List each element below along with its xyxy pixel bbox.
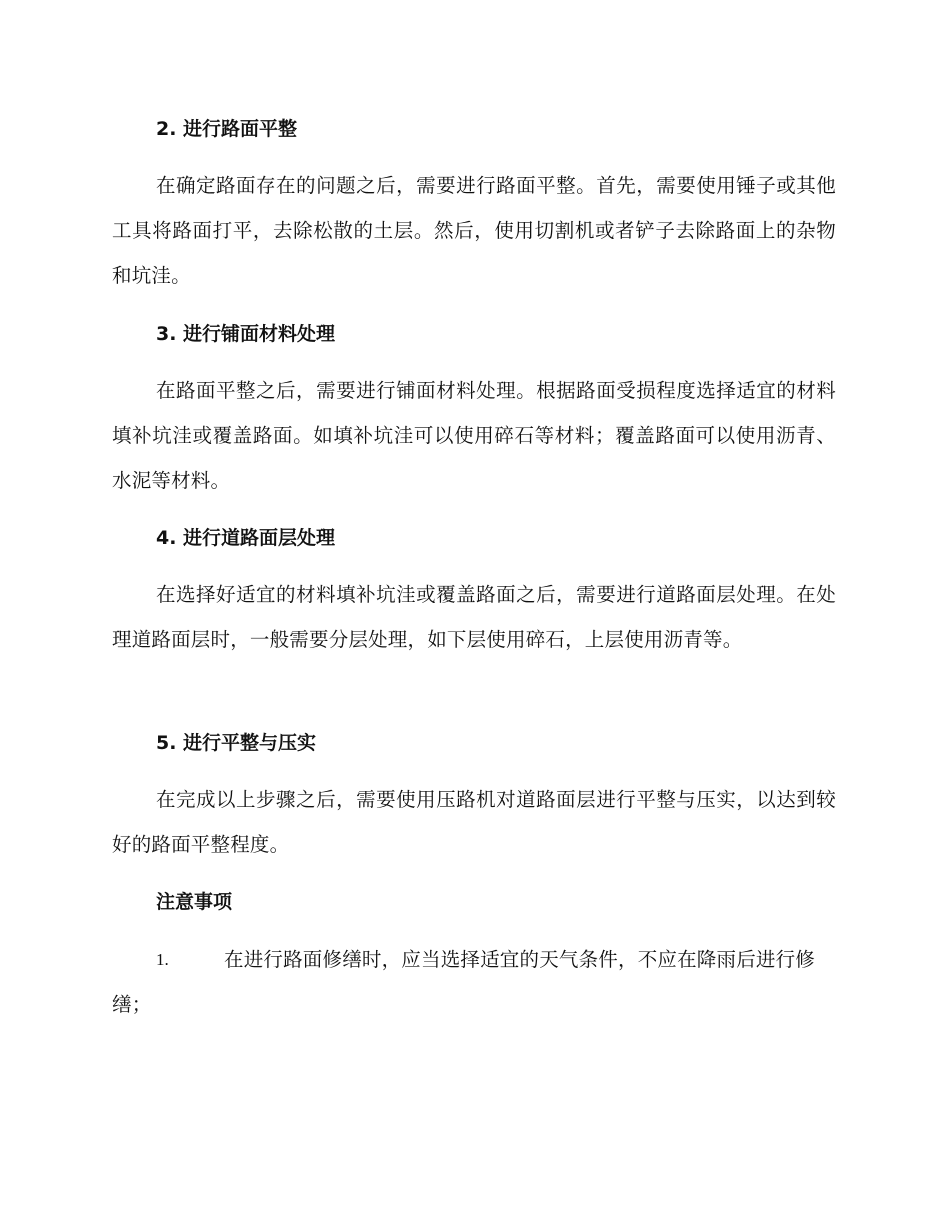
section-heading-4: 4. 进行道路面层处理 [156, 527, 336, 549]
section-heading-2: 2. 进行路面平整 [156, 118, 298, 140]
paragraph: 在路面平整之后，需要进行铺面材料处理。根据路面受损程度选择适宜的材料填补坑洼或覆盖路面。如填补坑洼可以使用碎石等材料；覆盖路面可以使用沥青、水泥等材料。 [112, 379, 836, 492]
section-body-3 [112, 368, 836, 503]
notes-heading: 注意事项 [156, 891, 233, 913]
list-item [112, 937, 836, 1027]
paragraph: 在选择好适宜的材料填补坑洼或覆盖路面之后，需要进行道路面层处理。在处理道路面层时，一般需要分层处理，如下层使用碎石，上层使用沥青等。 [112, 583, 836, 651]
section-body-2 [112, 163, 836, 298]
section-body-4 [112, 572, 836, 662]
paragraph: 在完成以上步骤之后，需要使用压路机对道路面层进行平整与压实，以达到较好的路面平整程度。 [112, 788, 836, 856]
paragraph: 在确定路面存在的问题之后，需要进行路面平整。首先，需要使用锤子或其他工具将路面打平，去除松散的土层。然后，使用切割机或者铲子去除路面上的杂物和坑洼。 [112, 174, 836, 287]
list-item-number: 1. [156, 950, 169, 969]
list-item-text: 在进行路面修缮时，应当选择适宜的天气条件，不应在降雨后进行修缮； [112, 948, 816, 1016]
section-body-5 [112, 777, 836, 867]
section-heading-5: 5. 进行平整与压实 [156, 732, 317, 754]
section-heading-3: 3. 进行铺面材料处理 [156, 323, 336, 345]
